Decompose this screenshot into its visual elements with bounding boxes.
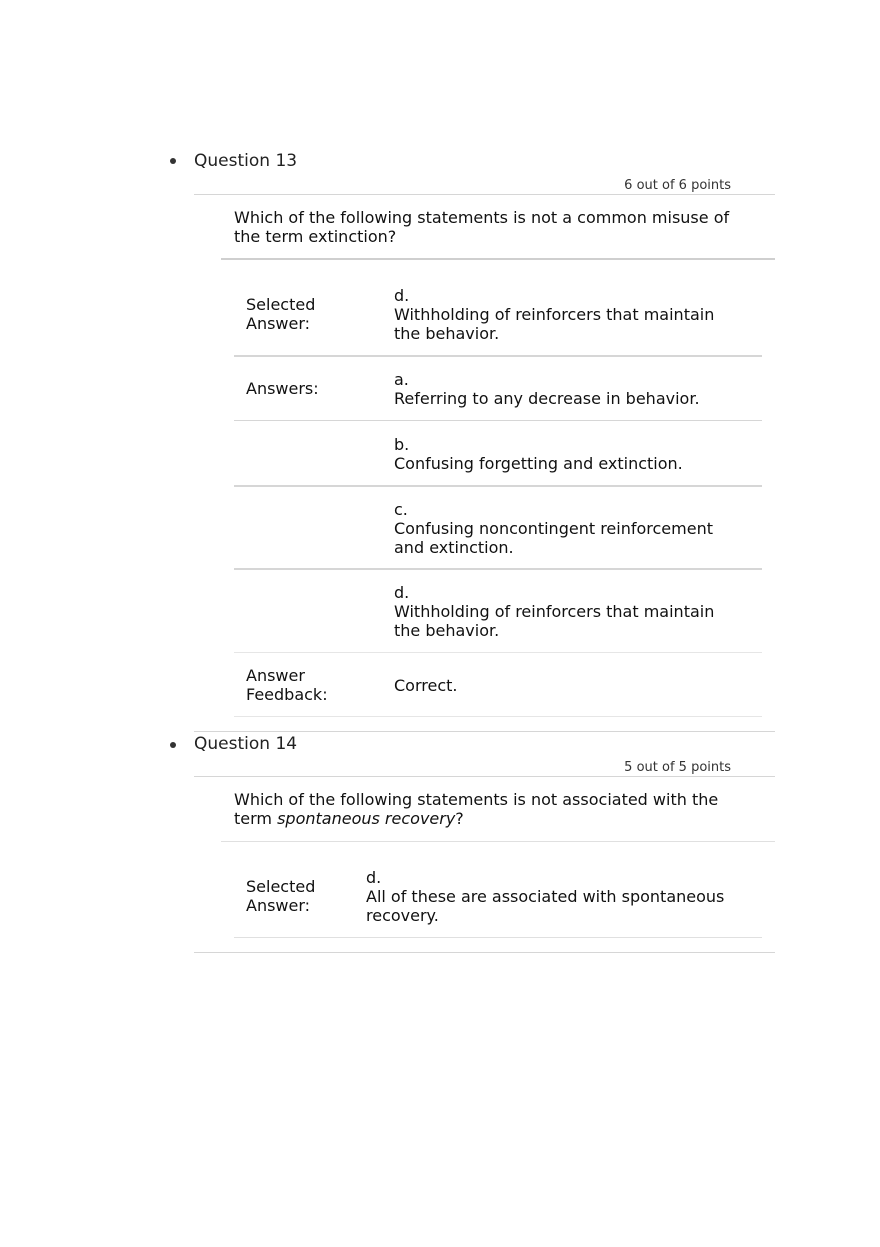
divider [221,258,775,260]
answer-letter: c. [394,500,408,519]
answers-label: Answers: [246,379,319,398]
answer-text: All of these are associated with spontaneous recovery. [366,887,725,925]
answer-option-a [394,370,744,408]
question-14-points: 5 out of 5 points [624,760,731,775]
answer-letter: d. [394,583,410,602]
answer-text: Confusing forgetting and extinction. [394,454,683,473]
answer-option-b [394,435,744,473]
question-14-text: Which of the following statements is not associated with the term spontaneous recovery? [234,790,719,828]
answer-feedback: Correct. [394,676,458,695]
divider [234,568,762,570]
answer-letter: d. [394,286,410,305]
divider [234,420,762,421]
divider [194,194,775,195]
selected-answer [366,868,746,925]
answer-text: Referring to any decrease in behavior. [394,389,700,408]
answer-text: Confusing noncontingent reinforcement and extinction. [394,519,713,557]
answer-option-c [394,500,744,557]
divider [194,776,775,777]
answer-letter: a. [394,370,409,389]
selected-answer-label: Selected Answer: [246,295,316,333]
selected-answer [394,286,744,343]
divider [234,937,762,938]
answer-letter: d. [366,868,382,887]
question-13-title: Question 13 [194,151,298,171]
divider [221,841,775,842]
question-14-title: Question 14 [194,734,298,754]
divider [234,355,762,357]
divider [194,952,775,953]
divider [234,485,762,487]
answer-text: Withholding of reinforcers that maintain the behavior. [394,602,715,640]
answer-feedback-label: Answer Feedback: [246,666,328,704]
divider [234,716,762,717]
divider [234,652,762,653]
list-bullet [170,158,176,164]
list-bullet [170,742,176,748]
divider [194,731,775,732]
question-13-points: 6 out of 6 points [624,178,731,193]
selected-answer-label: Selected Answer: [246,877,316,915]
answer-option-d [394,583,744,640]
question-13-text: Which of the following statements is not a common misuse of the term extinction? [234,208,730,246]
answer-text: Withholding of reinforcers that maintain the behavior. [394,305,715,343]
answer-letter: b. [394,435,410,454]
